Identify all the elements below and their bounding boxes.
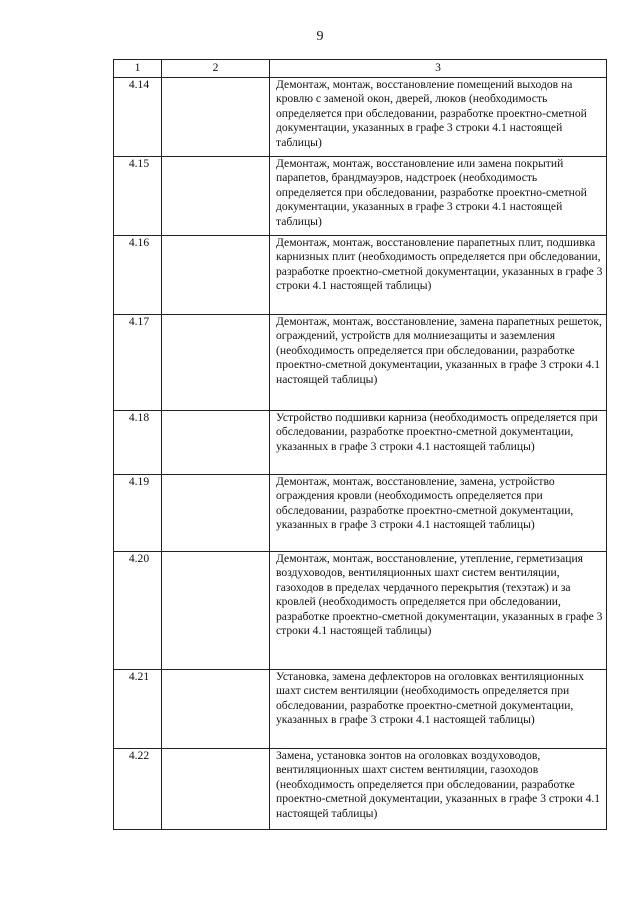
row-column-2 xyxy=(162,669,270,748)
row-column-2 xyxy=(162,474,270,551)
row-column-2 xyxy=(162,235,270,314)
row-description: Демонтаж, монтаж, восстановление, замена, устройство ограждения кровли (необходимость определяется при обследовании, разработке проектно-сметной документации, указанных в графе 3 строки 4.1 настоящей таблицы) xyxy=(270,474,607,551)
table-row xyxy=(114,474,607,551)
row-number: 4.16 xyxy=(114,235,162,314)
table-header-row xyxy=(114,60,607,78)
row-description: Демонтаж, монтаж, восстановление, замена парапетных решеток, ограждений, устройств для молниезащиты и заземления (необходимость определяется при обследовании, разработке проектно-сметной документации, указанных в графе 3 строки 4.1 настоящей таблицы) xyxy=(270,314,607,410)
row-number: 4.17 xyxy=(114,314,162,410)
row-description: Демонтаж, монтаж, восстановление, утепление, герметизация воздуховодов, вентиляционных шахт систем вентиляции, газоходов в пределах чердачного перекрытия (техэтаж) и за кровлей (необходимость определяется при обследовании, разработке проектно-сметной документации, указанных в графе 3 строки 4.1 настоящей таблицы) xyxy=(270,551,607,669)
row-number: 4.18 xyxy=(114,410,162,474)
row-description: Демонтаж, монтаж, восстановление парапетных плит, подшивка карнизных плит (необходимость определяется при обследовании, разработке проектно-сметной документации, указанных в графе 3 строки 4.1 настоящей таблицы) xyxy=(270,235,607,314)
row-number: 4.15 xyxy=(114,156,162,235)
row-column-2 xyxy=(162,156,270,235)
table-row xyxy=(114,314,607,410)
row-description: Демонтаж, монтаж, восстановление помещений выходов на кровлю с заменой окон, дверей, люков (необходимость определяется при обследовании, разработке проектно-сметной документации, указанных в графе 3 строки 4.1 настоящей таблицы) xyxy=(270,77,607,156)
row-number: 4.20 xyxy=(114,551,162,669)
row-column-2 xyxy=(162,410,270,474)
row-number: 4.21 xyxy=(114,669,162,748)
table-row xyxy=(114,551,607,669)
table-row xyxy=(114,669,607,748)
row-description: Демонтаж, монтаж, восстановление или замена покрытий парапетов, брандмауэров, надстроек (необходимость определяется при обследовании, разработке проектно-сметной документации, указанных в графе 3 строки 4.1 настоящей таблицы) xyxy=(270,156,607,235)
column-header-1: 1 xyxy=(114,60,162,78)
row-number: 4.19 xyxy=(114,474,162,551)
table-row xyxy=(114,410,607,474)
row-column-2 xyxy=(162,314,270,410)
row-column-2 xyxy=(162,748,270,829)
column-header-3: 3 xyxy=(270,60,607,78)
row-description: Установка, замена дефлекторов на оголовках вентиляционных шахт систем вентиляции (необходимость определяется при обследовании, разработке проектно-сметной документации, указанных в графе 3 строки 4.1 настоящей таблицы) xyxy=(270,669,607,748)
row-description: Замена, установка зонтов на оголовках воздуховодов, вентиляционных шахт систем вентиляции, газоходов (необходимость определяется при обследовании, разработке проектно-сметной документации, указанных в графе 3 строки 4.1 настоящей таблицы) xyxy=(270,748,607,829)
page-number: 9 xyxy=(316,29,324,44)
row-number: 4.14 xyxy=(114,77,162,156)
row-column-2 xyxy=(162,77,270,156)
works-table xyxy=(113,59,607,830)
column-header-2: 2 xyxy=(162,60,270,78)
row-number: 4.22 xyxy=(114,748,162,829)
table-row xyxy=(114,156,607,235)
row-description: Устройство подшивки карниза (необходимость определяется при обследовании, разработке проектно-сметной документации, указанных в графе 3 строки 4.1 настоящей таблицы) xyxy=(270,410,607,474)
table-row xyxy=(114,235,607,314)
table-row xyxy=(114,77,607,156)
row-column-2 xyxy=(162,551,270,669)
table-row xyxy=(114,748,607,829)
